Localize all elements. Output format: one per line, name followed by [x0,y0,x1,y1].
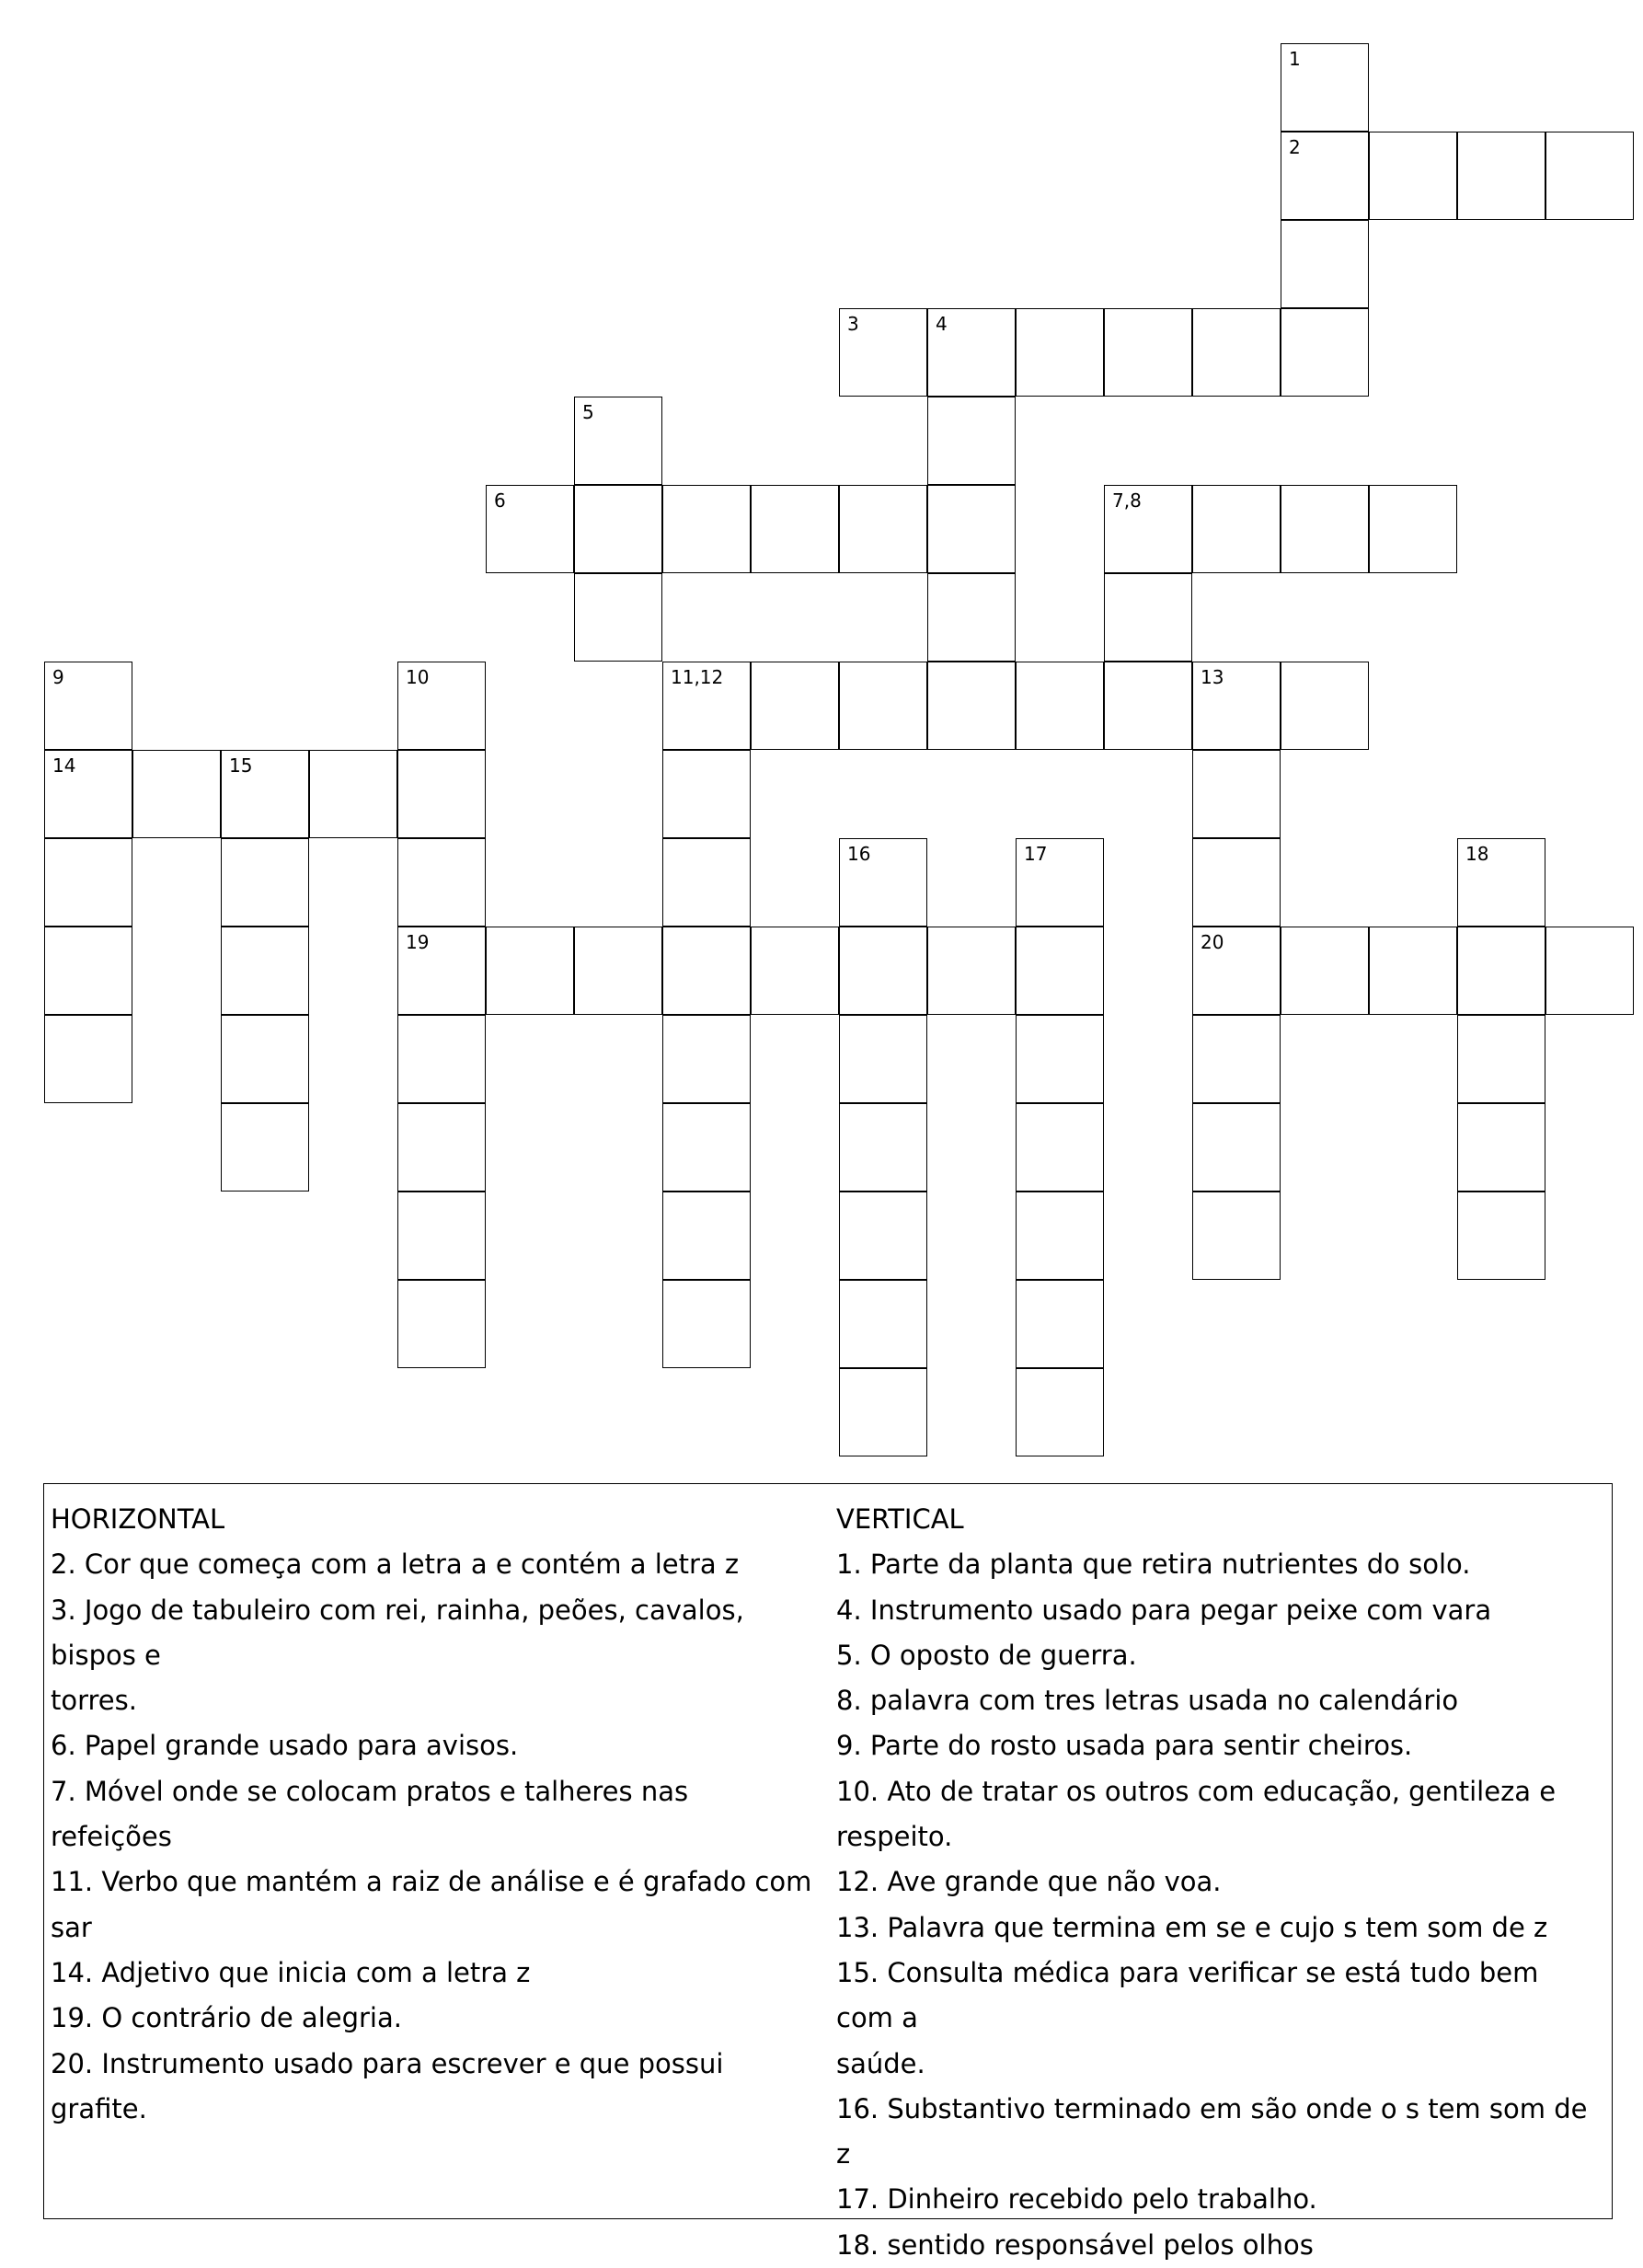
clue-number: 13 [1201,666,1224,688]
grid-cell[interactable] [1016,662,1104,750]
horizontal-title: HORIZONTAL [51,1503,225,1535]
grid-cell[interactable] [397,1015,486,1103]
clue-number: 4 [936,313,948,335]
grid-cell[interactable] [221,1015,309,1103]
grid-cell[interactable] [1192,485,1281,573]
grid-cell[interactable] [574,573,662,662]
grid-cell[interactable] [662,1192,751,1280]
clue-line: 7. Móvel onde se colocam pratos e talheres nas refeições [51,1775,689,1853]
clue-line: 9. Parte do rosto usada para sentir cheiros. [836,1730,1413,1762]
grid-cell[interactable] [221,838,309,927]
clue-number: 19 [406,931,430,953]
grid-cell[interactable] [1281,485,1369,573]
grid-cell[interactable] [662,1103,751,1192]
grid-cell[interactable] [927,573,1016,662]
grid-cell[interactable] [221,927,309,1015]
grid-cell[interactable] [1281,220,1369,308]
grid-cell[interactable] [662,1015,751,1103]
grid-cell[interactable] [1104,573,1192,662]
grid-cell[interactable] [132,750,221,838]
grid-cell[interactable] [397,662,486,750]
clue-number: 20 [1201,931,1224,953]
grid-cell[interactable] [839,1368,927,1456]
clue-number: 9 [52,666,64,688]
grid-cell[interactable] [1104,485,1192,573]
grid-cell[interactable] [1016,308,1104,397]
grid-cell[interactable] [662,838,751,927]
clue-number: 11,12 [671,666,724,688]
grid-cell[interactable] [927,308,1016,397]
clues-box [43,1483,1613,2261]
horizontal-clues [51,1497,814,2132]
grid-cell[interactable] [751,485,839,573]
grid-cell[interactable] [1545,927,1634,1015]
grid-cell[interactable] [751,927,839,1015]
clue-line: 19. O contrário de alegria. [51,2002,402,2034]
grid-cell[interactable] [839,838,927,927]
grid-cell[interactable] [1192,1015,1281,1103]
grid-cell[interactable] [486,927,574,1015]
grid-cell[interactable] [839,1192,927,1280]
grid-cell[interactable] [1192,662,1281,750]
grid-cell[interactable] [1457,132,1545,220]
vertical-clues [836,1497,1591,2268]
clue-number: 18 [1465,843,1489,865]
grid-cell[interactable] [1281,927,1369,1015]
grid-cell[interactable] [751,662,839,750]
grid-cell[interactable] [1016,1103,1104,1192]
clue-line: 10. Ato de tratar os outros com educação, gentileza e [836,1775,1557,1807]
grid-cell[interactable] [1016,1015,1104,1103]
grid-cell[interactable] [927,662,1016,750]
grid-cell[interactable] [1016,1280,1104,1368]
clue-line: 11. Verbo que mantém a raiz de análise e é grafado com sar [51,1866,812,1943]
clue-number: 3 [847,313,859,335]
grid-cell[interactable] [221,1103,309,1192]
grid-cell[interactable] [1369,485,1457,573]
clue-number: 16 [847,843,871,865]
grid-cell[interactable] [1545,132,1634,220]
grid-cell[interactable] [839,1015,927,1103]
grid-cell[interactable] [662,750,751,838]
clue-number: 1 [1289,48,1301,70]
clue-line: 8. palavra com tres letras usada no calendário [836,1685,1459,1717]
grid-cell[interactable] [1192,1192,1281,1280]
grid-cell[interactable] [1192,1103,1281,1192]
grid-cell[interactable] [309,750,397,838]
clue-line: 6. Papel grande usado para avisos. [51,1730,519,1762]
clue-number: 2 [1289,136,1301,158]
grid-cell[interactable] [574,485,662,573]
clue-line: 16. Substantivo terminado em são onde o s tem som de z [836,2092,1588,2170]
clue-line: 2. Cor que começa com a letra a e contém a letra z [51,1548,740,1581]
grid-cell[interactable] [1281,43,1369,132]
grid-cell[interactable] [486,485,574,573]
grid-cell[interactable] [839,485,927,573]
grid-cell[interactable] [839,1103,927,1192]
grid-cell[interactable] [44,927,132,1015]
grid-cell[interactable] [662,1280,751,1368]
clue-line: 17. Dinheiro recebido pelo trabalho. [836,2183,1317,2216]
grid-cell[interactable] [927,485,1016,573]
clue-line: 3. Jogo de tabuleiro com rei, rainha, peões, cavalos, bispos e [51,1594,744,1671]
grid-cell[interactable] [662,927,751,1015]
grid-cell[interactable] [1281,132,1369,220]
grid-cell[interactable] [1369,132,1457,220]
clue-line: 20. Instrumento usado para escrever e que possui grafite. [51,2047,724,2124]
grid-cell[interactable] [1369,927,1457,1015]
grid-cell[interactable] [1192,927,1281,1015]
clue-line: 12. Ave grande que não voa. [836,1866,1222,1898]
clue-line: 14. Adjetivo que inicia com a letra z [51,1956,531,1988]
grid-cell[interactable] [1457,1103,1545,1192]
clue-number: 7,8 [1112,489,1142,512]
grid-cell[interactable] [1457,838,1545,927]
grid-cell[interactable] [1104,308,1192,397]
clue-line: 13. Palavra que termina em se e cujo s tem som de z [836,1911,1548,1943]
grid-cell[interactable] [44,662,132,750]
grid-cell[interactable] [1281,308,1369,397]
grid-cell[interactable] [397,1280,486,1368]
clue-line: 15. Consulta médica para verificar se está tudo bem com a [836,1956,1539,2034]
grid-cell[interactable] [44,838,132,927]
grid-cell[interactable] [1192,308,1281,397]
clue-line: torres. [51,1685,137,1717]
grid-cell[interactable] [44,1015,132,1103]
clue-line: 1. Parte da planta que retira nutrientes do solo. [836,1548,1471,1581]
grid-cell[interactable] [44,750,132,838]
grid-cell[interactable] [1016,1368,1104,1456]
grid-cell[interactable] [662,485,751,573]
grid-cell[interactable] [1457,1015,1545,1103]
clue-line: 4. Instrumento usado para pegar peixe com vara [836,1594,1492,1626]
clue-number: 17 [1024,843,1048,865]
grid-cell[interactable] [839,308,927,397]
clue-line: 5. O oposto de guerra. [836,1639,1137,1671]
grid-cell[interactable] [839,662,927,750]
grid-cell[interactable] [1457,1192,1545,1280]
grid-cell[interactable] [662,662,751,750]
clue-number: 5 [582,401,594,423]
clue-line: 18. sentido responsável pelos olhos [836,2228,1314,2261]
grid-cell[interactable] [927,927,1016,1015]
clue-number: 6 [494,489,506,512]
clue-number: 15 [229,754,253,777]
grid-cell[interactable] [397,750,486,838]
grid-cell[interactable] [927,397,1016,485]
grid-cell[interactable] [1457,927,1545,1015]
grid-cell[interactable] [1016,1192,1104,1280]
grid-cell[interactable] [1016,927,1104,1015]
grid-cell[interactable] [1016,838,1104,927]
grid-cell[interactable] [839,927,927,1015]
clue-number: 10 [406,666,430,688]
grid-cell[interactable] [839,1280,927,1368]
grid-cell[interactable] [1192,750,1281,838]
grid-cell[interactable] [397,838,486,927]
grid-cell[interactable] [221,750,309,838]
grid-cell[interactable] [574,927,662,1015]
vertical-title: VERTICAL [836,1503,964,1535]
clue-line: saúde. [836,2047,925,2079]
grid-cell[interactable] [397,927,486,1015]
grid-cell[interactable] [397,1192,486,1280]
clue-line: respeito. [836,1821,953,1853]
grid-cell[interactable] [1281,662,1369,750]
grid-cell[interactable] [1192,838,1281,927]
grid-cell[interactable] [397,1103,486,1192]
clue-number: 14 [52,754,76,777]
grid-cell[interactable] [574,397,662,485]
grid-cell[interactable] [1104,662,1192,750]
